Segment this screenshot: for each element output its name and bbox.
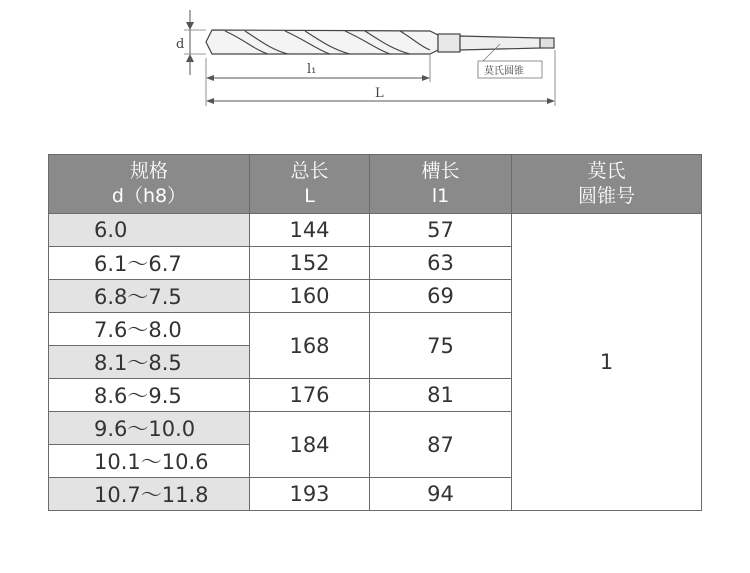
drill-diagram bbox=[0, 0, 750, 140]
header-flute-length: 槽长 l1 bbox=[370, 155, 512, 214]
cell-L: 144 bbox=[250, 214, 370, 247]
cell-l1: 75 bbox=[370, 313, 512, 379]
cell-L: 152 bbox=[250, 247, 370, 280]
cell-d: 10.1～10.6 bbox=[49, 445, 250, 478]
morse-taper-shank bbox=[460, 36, 540, 50]
cell-l1: 94 bbox=[370, 478, 512, 511]
cell-d: 6.8～7.5 bbox=[49, 280, 250, 313]
taper-shank-drill-drawing bbox=[0, 0, 750, 140]
cell-d: 6.0 bbox=[49, 214, 250, 247]
cell-l1: 57 bbox=[370, 214, 512, 247]
cell-l1: 87 bbox=[370, 412, 512, 478]
header-total-length: 总长 L bbox=[250, 155, 370, 214]
cell-L: 160 bbox=[250, 280, 370, 313]
cell-l1: 69 bbox=[370, 280, 512, 313]
cell-d: 8.1～8.5 bbox=[49, 346, 250, 379]
cell-l1: 81 bbox=[370, 379, 512, 412]
cell-L: 168 bbox=[250, 313, 370, 379]
cell-d: 9.6～10.0 bbox=[49, 412, 250, 445]
cell-l1: 63 bbox=[370, 247, 512, 280]
label-d: d bbox=[176, 37, 185, 52]
cell-d: 6.1～6.7 bbox=[49, 247, 250, 280]
table-row bbox=[49, 214, 702, 247]
cell-L: 176 bbox=[250, 379, 370, 412]
cell-L: 184 bbox=[250, 412, 370, 478]
label-l1: l₁ bbox=[307, 62, 317, 77]
label-morse-taper: 莫氏圆锥 bbox=[484, 66, 524, 77]
cell-L: 193 bbox=[250, 478, 370, 511]
table-header-row bbox=[49, 155, 702, 214]
cell-morse-taper: 1 bbox=[512, 214, 702, 511]
header-d: 规格 d（h8） bbox=[49, 155, 250, 214]
cell-d: 8.6～9.5 bbox=[49, 379, 250, 412]
cell-d: 7.6～8.0 bbox=[49, 313, 250, 346]
label-L: L bbox=[375, 86, 384, 101]
header-morse-taper: 莫氏 圆锥号 bbox=[512, 155, 702, 214]
spec-table bbox=[48, 154, 702, 511]
cell-d: 10.7～11.8 bbox=[49, 478, 250, 511]
